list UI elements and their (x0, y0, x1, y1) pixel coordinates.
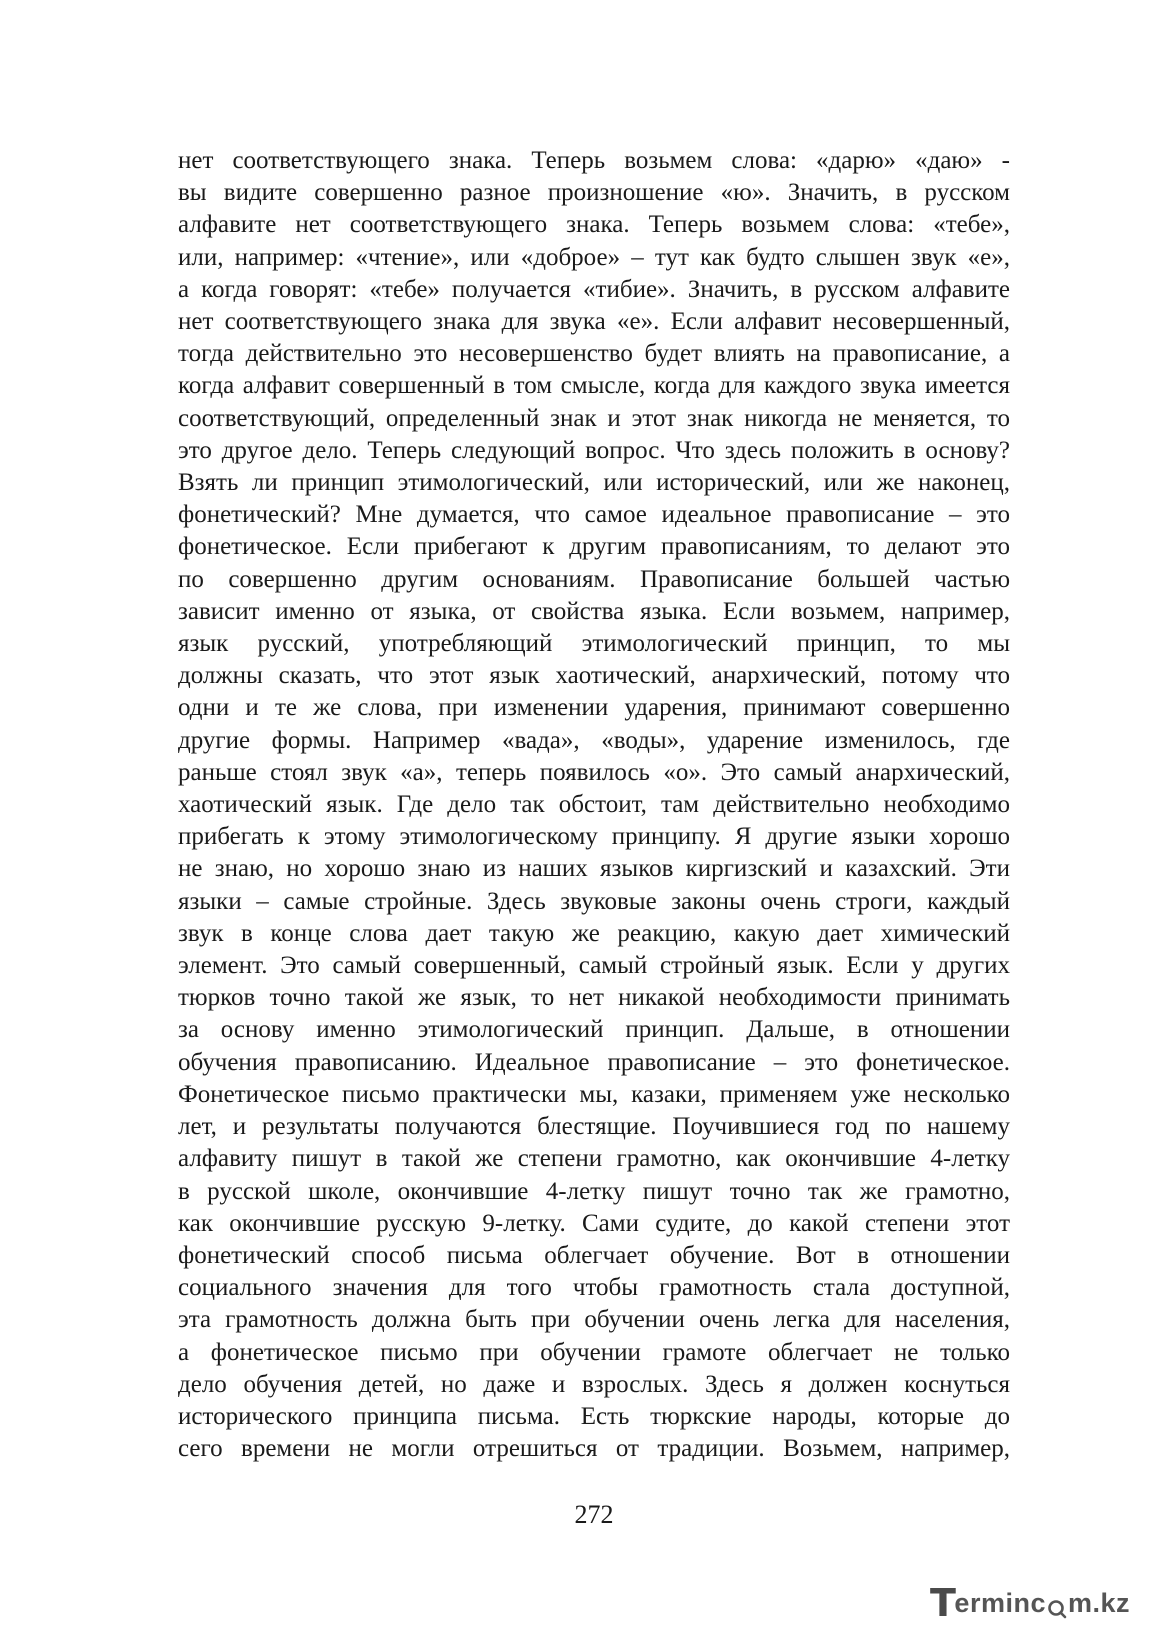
text-line: другие формы. Например «вада», «воды», ударение изменилось, где (178, 726, 1010, 754)
text-line: одни и те же слова, при изменении ударения, принимают совершенно (178, 694, 1010, 722)
text-line: тюрков точно такой же язык, то нет никакой необходимости принимать (178, 984, 1010, 1012)
text-line: это другое дело. Теперь следующий вопрос. Что здесь положить в основу? (178, 436, 1010, 464)
text-line: алфавите нет соответствующего знака. Теперь возьмем слова: «тебе», (178, 211, 1010, 239)
magnifier-o-icon (1047, 1595, 1067, 1615)
text-line: как окончившие русскую 9-летку. Сами судите, до какой степени этот (178, 1209, 1010, 1237)
text-line: языки – самые стройные. Здесь звуковые законы очень строги, каждый (178, 887, 1010, 915)
text-line: язык русский, употребляющий этимологический принцип, то мы (178, 630, 1010, 658)
text-line: а фонетическое письмо при обучении грамоте облегчает не только (178, 1338, 1010, 1366)
text-line: или, например: «чтение», или «доброе» – тут как будто слышен звук «е», (178, 243, 1010, 271)
watermark-t-letter: T (930, 1581, 957, 1625)
watermark-text-suffix: m.kz (1067, 1587, 1130, 1618)
text-line: зависит именно от языка, от свойства языка. Если возьмем, например, (178, 597, 1010, 625)
text-line: по совершенно другим основаниям. Правописание большей частью (178, 565, 1010, 593)
text-line: хаотический язык. Где дело так обстоит, там действительно необходимо (178, 791, 1010, 819)
text-line: в русской школе, окончившие 4-летку пишут точно так же грамотно, (178, 1177, 1010, 1205)
text-line: исторического принципа письма. Есть тюркские народы, которые до (178, 1402, 1010, 1430)
text-line: раньше стоял звук «а», теперь появилось «о». Это самый анархический, (178, 758, 1010, 786)
watermark-text-middle: erminc (954, 1587, 1046, 1618)
text-line: за основу именно этимологический принцип. Дальше, в отношении (178, 1016, 1010, 1044)
text-line: фонетический способ письма облегчает обучение. Вот в отношении (178, 1241, 1010, 1269)
text-line: фонетическое. Если прибегают к другим правописаниям, то делают это (178, 533, 1010, 561)
text-line: должны сказать, что этот язык хаотический, анархический, потому что (178, 662, 1010, 690)
text-line: Взять ли принцип этимологический, или исторический, или же наконец, (178, 469, 1010, 497)
text-line: нет соответствующего знака. Теперь возьмем слова: «дарю» «даю» - (178, 147, 1010, 174)
text-line: лет, и результаты получаются блестящие. Поучившиеся год по нашему (178, 1113, 1010, 1141)
termincom-watermark (930, 1583, 1130, 1623)
body-text (178, 145, 1010, 1465)
text-line: тогда действительно это несовершенство будет влиять на правописание, а (178, 340, 1010, 368)
text-line: вы видите совершенно разное произношение «ю». Значить, в русском (178, 179, 1010, 207)
text-line: эта грамотность должна быть при обучении очень легка для населения, (178, 1306, 1010, 1334)
text-line: прибегать к этому этимологическому принципу. Я другие языки хорошо (178, 823, 1010, 851)
text-line: социального значения для того чтобы грамотность стала доступной, (178, 1274, 1010, 1302)
text-line: когда алфавит совершенный в том смысле, когда для каждого звука имеется (178, 372, 1010, 400)
text-line: обучения правописанию. Идеальное правописание – это фонетическое. (178, 1048, 1010, 1076)
text-line: звук в конце слова дает такую же реакцию, какую дает химический (178, 919, 1010, 947)
text-line: соответствующий, определенный знак и этот знак никогда не меняется, то (178, 404, 1010, 432)
text-line: не знаю, но хорошо знаю из наших языков киргизский и казахский. Эти (178, 855, 1010, 883)
text-line: дело обучения детей, но даже и взрослых. Здесь я должен коснуться (178, 1370, 1010, 1398)
text-line: сего времени не могли отрешиться от традиции. Возьмем, например, (178, 1435, 1010, 1463)
page-number: 272 (574, 1500, 614, 1529)
text-line: элемент. Это самый совершенный, самый стройный язык. Если у других (178, 952, 1010, 980)
text-line: Фонетическое письмо практически мы, казаки, применяем уже несколько (178, 1080, 1010, 1108)
text-line: а когда говорят: «тебе» получается «тибие». Значить, в русском алфавите (178, 275, 1010, 303)
text-line: нет соответствующего знака для звука «е». Если алфавит несовершенный, (178, 308, 1010, 336)
text-line: фонетический? Мне думается, что самое идеальное правописание – это (178, 501, 1010, 529)
text-line: алфавиту пишут в такой же степени грамотно, как окончившие 4-летку (178, 1145, 1010, 1173)
